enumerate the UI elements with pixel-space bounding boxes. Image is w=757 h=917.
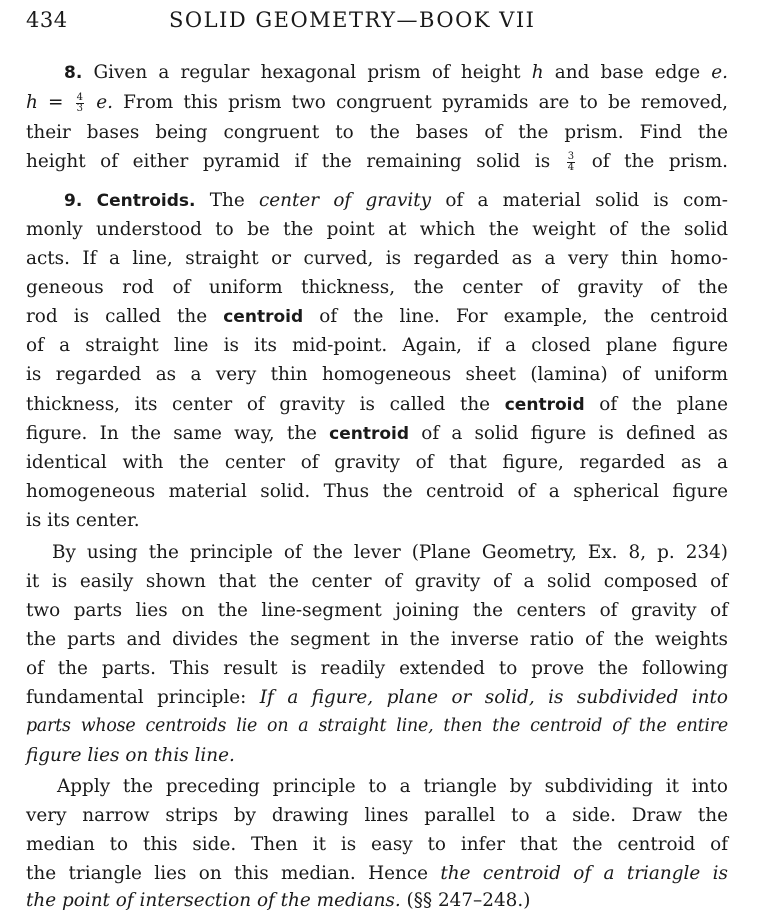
paragraph-3-line-3: median to this side. Then it is easy to infer that the centroid of — [26, 834, 728, 855]
exercise-8-number: 8. — [64, 63, 83, 83]
centroid-conclusion: the centroid of a triangle is — [440, 863, 728, 884]
section-9-line-7: is regarded as a very thin homogeneous sheet (lamina) of uniform — [26, 364, 728, 385]
page-header — [26, 6, 726, 40]
section-9-line-4: geneous rod of uniform thickness, the center of gravity of the — [26, 277, 728, 298]
exercise-8-line-2: h = $\frac{4}{3}$ e. From this prism two congruent pyramids are to be removed, — [26, 91, 728, 114]
paragraph-2-line-5: of the parts. This result is readily extended to prove the following — [26, 658, 728, 679]
paragraph-2-line-6: fundamental principle: If a figure, plane or solid, is subdivided into — [26, 687, 728, 708]
fraction-three-fourths: $\frac{3}{4}$ — [567, 150, 575, 173]
paragraph-3-line-4: the triangle lies on this median. Hence the centroid of a triangle is — [26, 863, 728, 884]
section-9-line-8: thickness, its center of gravity is called the centroid of the plane — [26, 394, 728, 415]
exercise-8-line-3: their bases being congruent to the bases of the prism. Find the — [26, 122, 728, 143]
section-9-number: 9. — [64, 191, 83, 211]
paragraph-2-line-1: By using the principle of the lever (Plane Geometry, Ex. 8, p. 234) — [52, 542, 728, 563]
running-title: SOLID GEOMETRY—BOOK VII — [169, 8, 536, 32]
section-reference: (§§ 247–248.) — [400, 890, 531, 911]
paragraph-3-line-5: the point of intersection of the medians. (§§ 247–248.) — [26, 890, 531, 911]
section-9-line-3: acts. If a line, straight or curved, is regarded as a very thin homo- — [26, 248, 728, 269]
paragraph-2-line-7: parts whose centroids lie on a straight line, then the centroid of the entire — [26, 716, 728, 736]
section-9-line-2: monly understood to be the point at which the weight of the solid — [26, 219, 728, 240]
section-9-line-10: identical with the center of gravity of that figure, regarded as a — [26, 452, 728, 473]
section-9-line-9: figure. In the same way, the centroid of a solid figure is defined as — [26, 423, 728, 444]
paragraph-2-line-3: two parts lies on the line-segment joining the centers of gravity of — [26, 600, 728, 621]
term-centroid: centroid — [504, 395, 585, 415]
term-centroid: centroid — [329, 424, 410, 444]
section-9-line-12: is its center. — [26, 510, 140, 531]
page-number: 434 — [26, 8, 68, 32]
exercise-8-line-4: height of either pyramid if the remaining solid is $\frac{3}{4}$ of the prism. — [26, 150, 728, 173]
section-heading-centroids: Centroids. — [82, 191, 196, 211]
paragraph-3-line-2: very narrow strips by drawing lines parallel to a side. Draw the — [26, 805, 728, 826]
section-9-line-1: 9. Centroids. The center of gravity of a material solid is com- — [64, 190, 728, 211]
exercise-8-line-1: 8. Given a regular hexagonal prism of height h and base edge e. — [64, 62, 728, 83]
principle-statement: If a figure, plane or solid, is subdivided into — [259, 687, 728, 708]
term-centroid: centroid — [223, 307, 304, 327]
paragraph-3-line-1: Apply the preceding principle to a triangle by subdividing it into — [57, 776, 728, 797]
section-9-line-6: of a straight line is its mid-point. Again, if a closed plane figure — [26, 335, 728, 356]
paragraph-2-line-2: it is easily shown that the center of gravity of a solid composed of — [26, 571, 728, 592]
fraction-four-thirds: $\frac{4}{3}$ — [76, 91, 84, 114]
section-9-line-11: homogeneous material solid. Thus the centroid of a spherical figure — [26, 481, 728, 502]
paragraph-2-line-4: the parts and divides the segment in the inverse ratio of the weights — [26, 629, 728, 650]
section-9-line-5: rod is called the centroid of the line. For example, the centroid — [26, 306, 728, 327]
paragraph-2-line-8: figure lies on this line. — [26, 745, 235, 766]
